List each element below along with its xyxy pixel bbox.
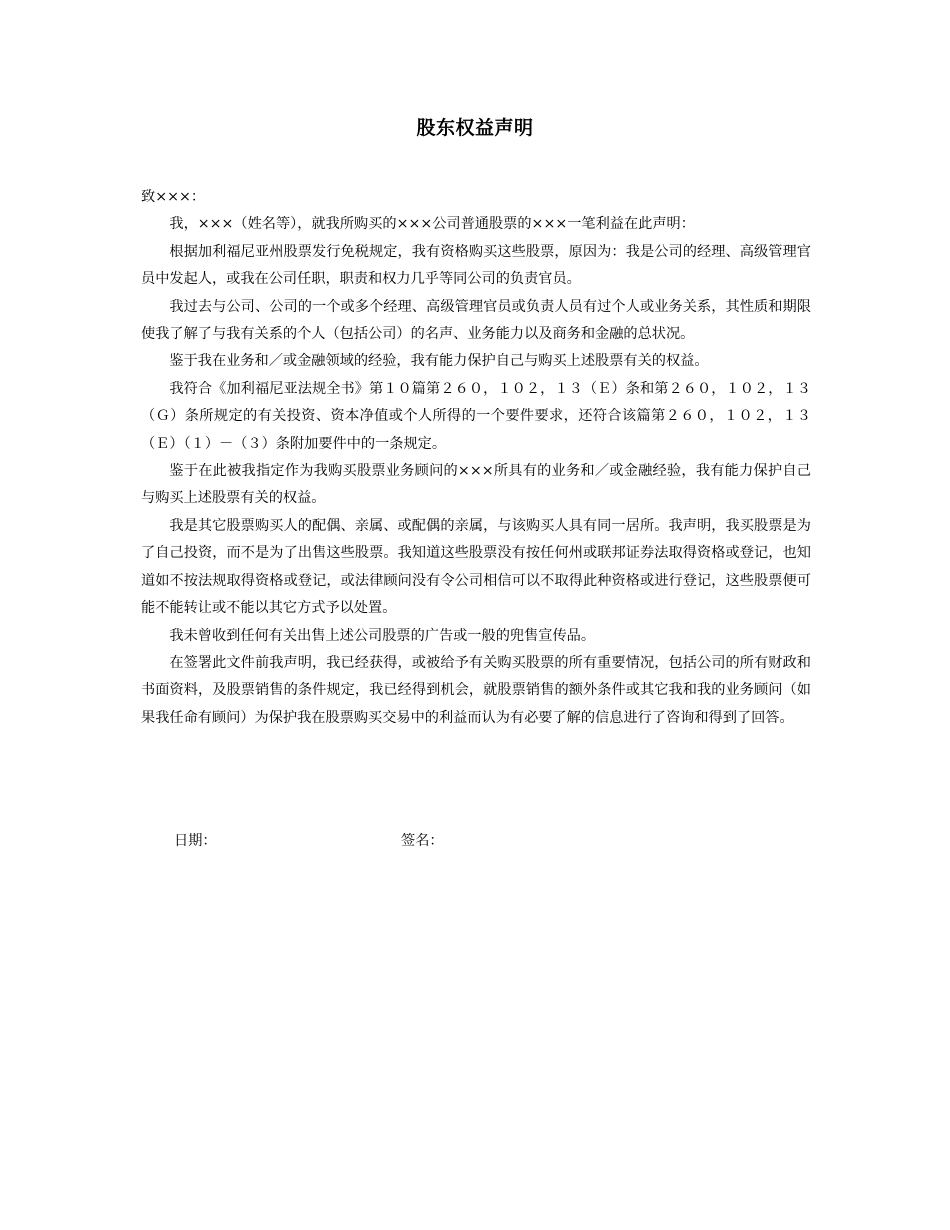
paragraph: 我符合《加利福尼亚法规全书》第１０篇第２６０，１０２，１３（Ｅ）条和第２６０，１０２，１３（Ｇ）条所规定的有关投资、资本净值或个人所得的一个要件要求，还符合该篇第２６０，１０２，１３（Ｅ）（１）－（３）条附加要件中的一条规定。 (141, 380, 811, 452)
paragraph: 根据加利福尼亚州股票发行免税规定，我有资格购买这些股票，原因为：我是公司的经理、高级管理官员中发起人，或我在公司任职，职责和权力几乎等同公司的负责官员。 (141, 243, 811, 288)
date-label: 日期： (174, 833, 217, 849)
paragraph: 我是其它股票购买人的配偶、亲属、或配偶的亲属，与该购买人具有同一居所。我声明，我买股票是为了自己投资，而不是为了出售这些股票。我知道这些股票没有按任何州或联邦证券法取得资格或登记，也知道如不按法规取得资格或登记，或法律顾问没有令公司相信可以不取得此种资格或进行登记，这些股票便可能不能转让或不能以其它方式予以处置。 (141, 517, 811, 617)
paragraph: 鉴于我在业务和／或金融领域的经验，我有能力保护自己与购买上述股票有关的权益。 (169, 353, 709, 370)
signature-label: 签名： (401, 833, 444, 849)
salutation: 致×××： (141, 189, 206, 205)
paragraph: 我，×××（姓名等），就我所购买的×××公司普通股票的×××一笔利益在此声明： (169, 216, 695, 233)
paragraph: 我未曾收到任何有关出售上述公司股票的广告或一般的兜售宣传品。 (169, 627, 596, 644)
document-body (141, 184, 811, 732)
document-title: 股东权益声明 (416, 117, 534, 139)
paragraph: 鉴于在此被我指定作为我购买股票业务顾问的×××所具有的业务和／或金融经验，我有能力保护自己与购买上述股票有关的权益。 (141, 463, 811, 507)
paragraph: 在签署此文件前我声明，我已经获得，或被给予有关购买股票的所有重要情况，包括公司的所有财政和书面资料，及股票销售的条件规定，我已经得到机会，就股票销售的额外条件或其它我和我的业务顾问（如果我任命有顾问）为保护我在股票购买交易中的利益而认为有必要了解的信息进行了咨询和得到了回答。 (141, 654, 811, 726)
paragraph: 我过去与公司、公司的一个或多个经理、高级管理官员或负责人员有过个人或业务关系，其性质和期限使我了解了与我有关系的个人（包括公司）的名声、业务能力以及商务和金融的总状况。 (141, 298, 811, 343)
